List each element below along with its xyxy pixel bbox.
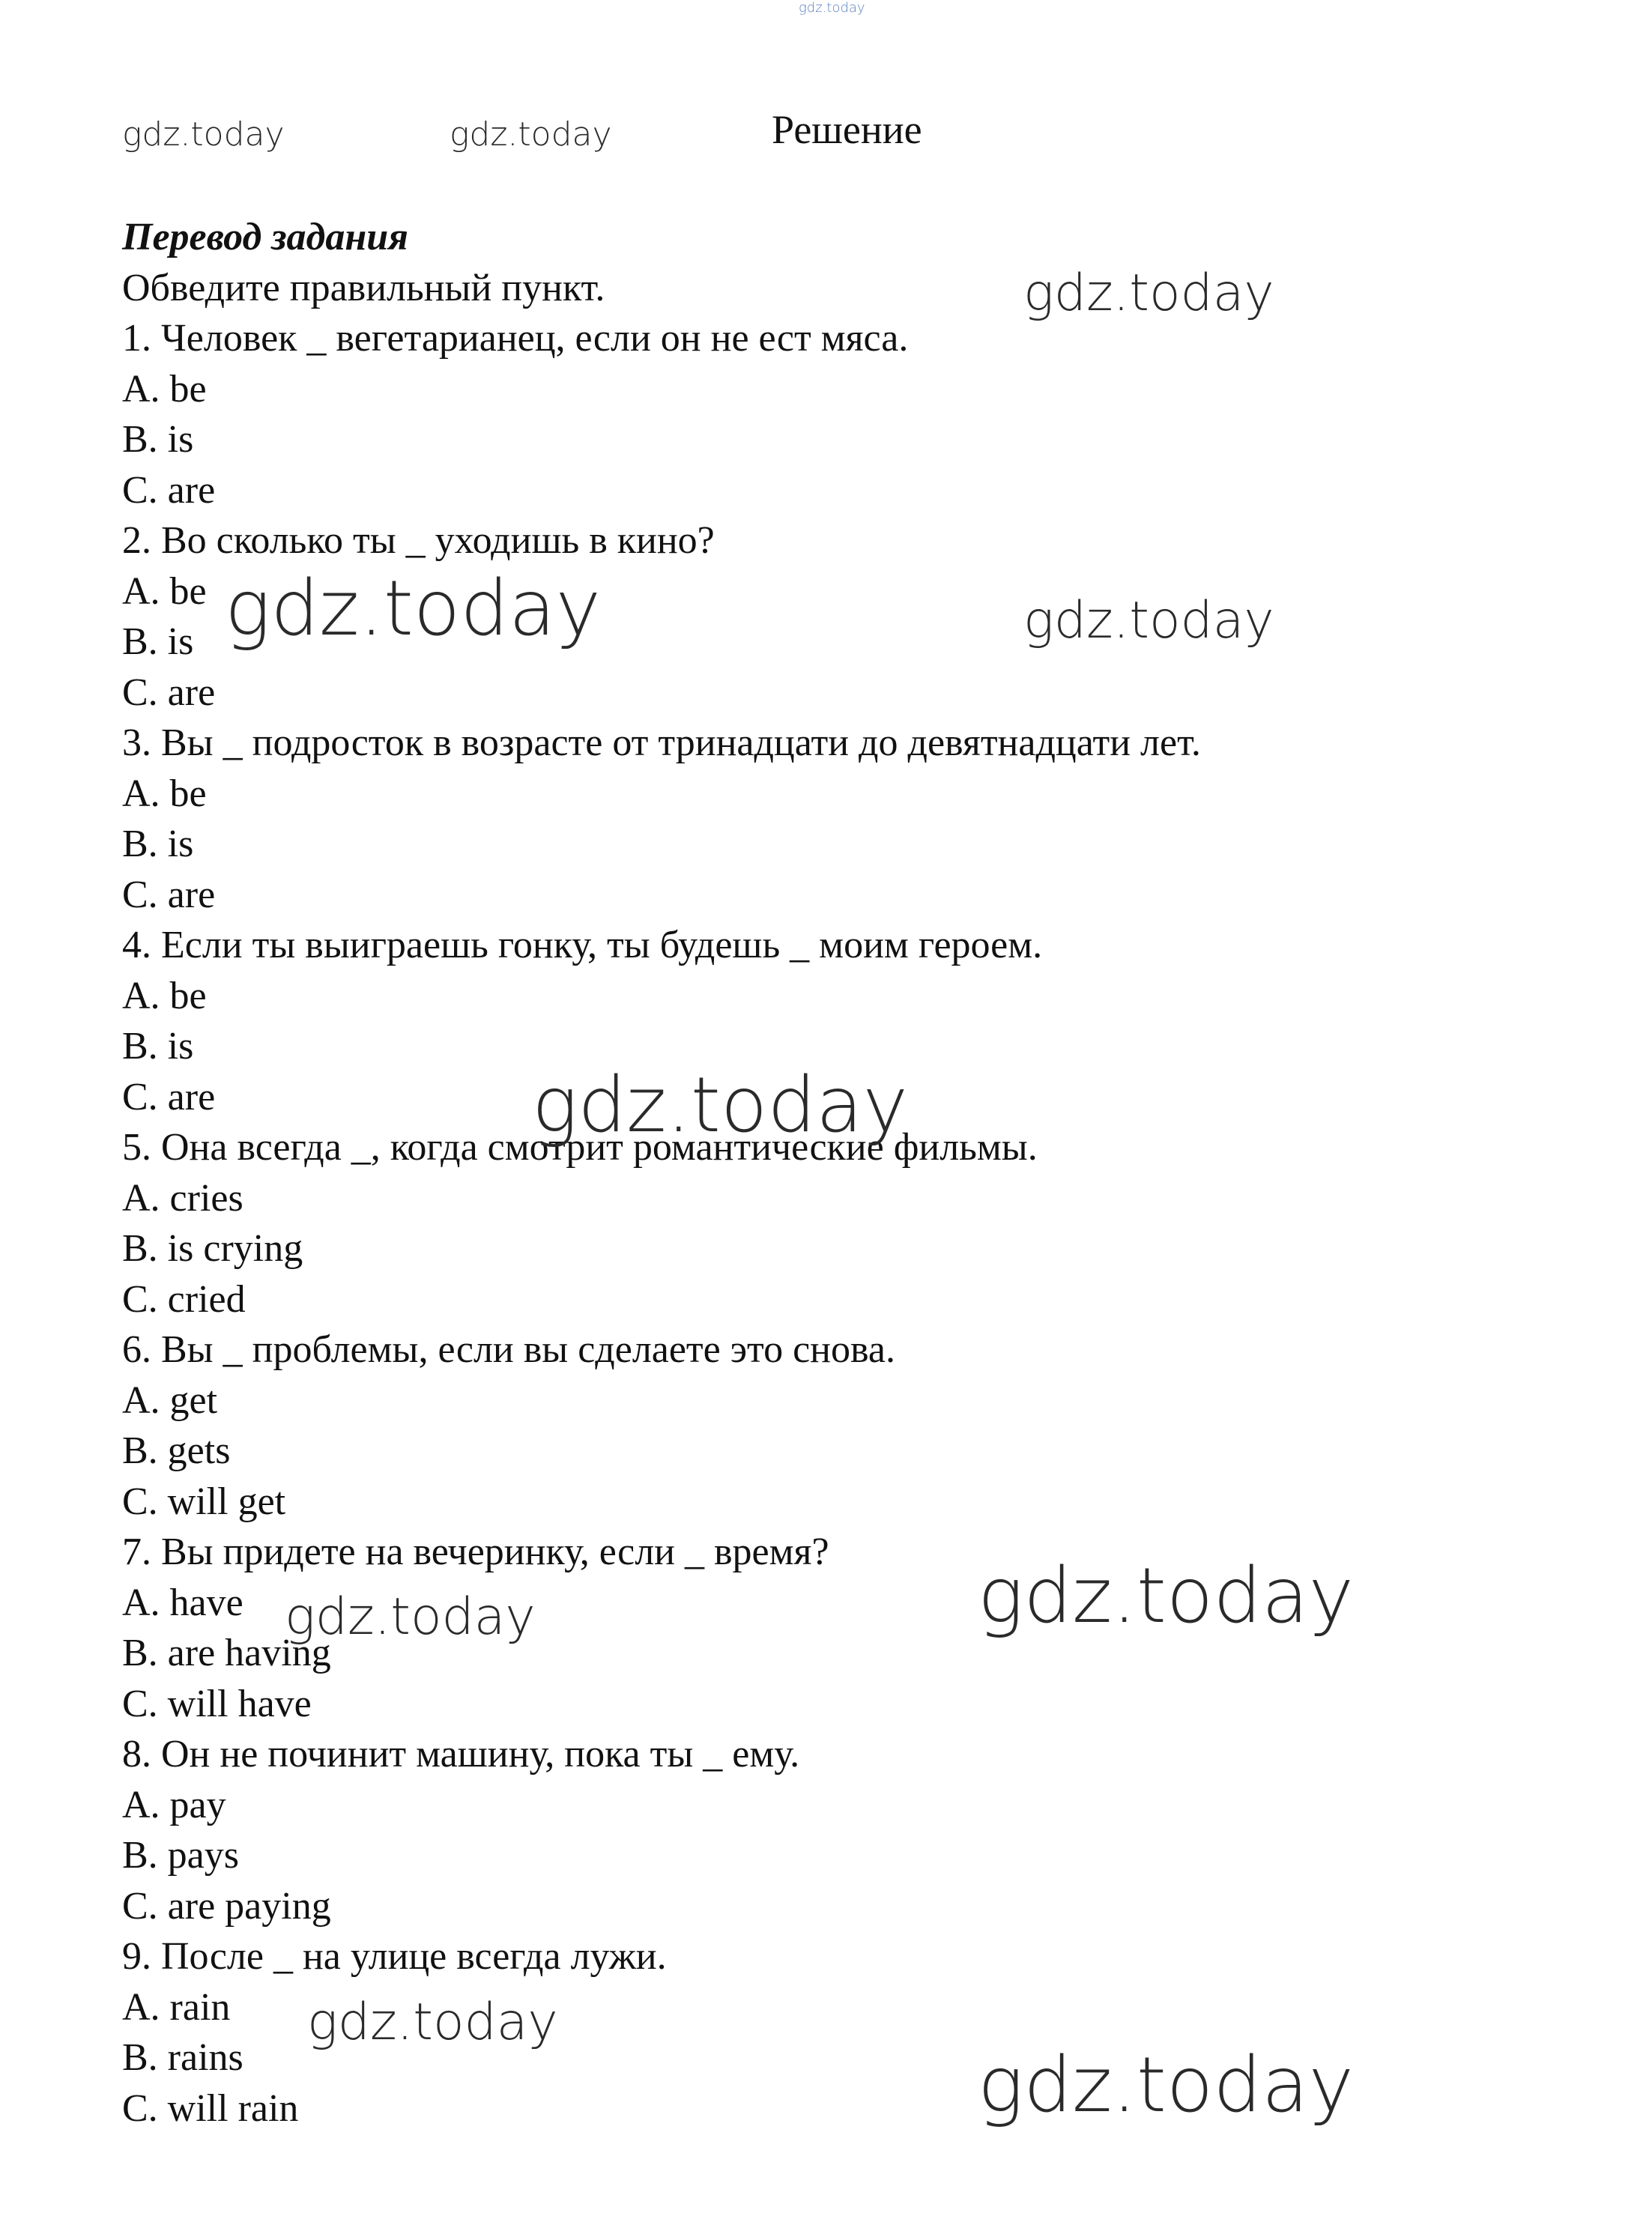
watermark: gdz.today [1023, 591, 1274, 650]
instruction: Обведите правильный пункт. [122, 266, 605, 309]
option-b: B. is [122, 823, 194, 865]
option-c: C. are paying [122, 1884, 331, 1928]
option-b: B. pays [122, 1834, 239, 1877]
watermark-top: gdz.today [799, 0, 865, 16]
option-a: A. be [122, 974, 207, 1017]
option-b: B. is [122, 1025, 194, 1068]
question-text: 9. После _ на улице всегда лужи. [122, 1935, 667, 1978]
watermark-header-middle: gdz.today [450, 115, 612, 154]
option-a: A. be [122, 367, 207, 411]
option-a: A. have [122, 1581, 243, 1624]
watermark: gdz.today [978, 2041, 1354, 2130]
option-b: B. are having [122, 1632, 331, 1674]
question-text: 7. Вы придете на вечеринку, если _ время? [122, 1531, 829, 1573]
watermark: gdz.today [307, 1993, 558, 2052]
task-content [122, 212, 1201, 2134]
question-text: 1. Человек _ вегетарианец, если он не ест мяса. [122, 317, 909, 360]
question-text: 6. Вы _ проблемы, если вы сделаете это снова. [122, 1328, 895, 1371]
option-a: A. be [122, 569, 207, 613]
question-3 [122, 718, 1201, 920]
option-b: B. is [122, 620, 194, 663]
option-c: C. will get [122, 1480, 286, 1523]
option-c: C. are [122, 670, 216, 714]
watermark: gdz.today [978, 1552, 1354, 1641]
watermark: gdz.today [225, 564, 601, 653]
question-text: 3. Вы _ подросток в возрасте от тринадцати до девятнадцати лет. [122, 721, 1201, 764]
question-6 [122, 1325, 1201, 1527]
option-a: A. be [122, 772, 207, 815]
question-text: 5. Она всегда _, когда смотрит романтические фильмы. [122, 1126, 1038, 1169]
option-c: C. will rain [122, 2086, 299, 2130]
option-a: A. rain [122, 1985, 231, 2029]
option-c: C. are [122, 873, 216, 916]
question-8 [122, 1729, 1201, 1931]
page-heading: Решение [772, 107, 922, 152]
option-b: B. is crying [122, 1227, 303, 1270]
option-b: B. rains [122, 2036, 243, 2079]
question-text: 2. Во сколько ты _ уходишь в кино? [122, 519, 715, 562]
option-c: C. are [122, 468, 216, 512]
watermark: gdz.today [1023, 264, 1274, 323]
watermark-header-left: gdz.today [122, 115, 285, 154]
option-c: C. will have [122, 1682, 312, 1725]
question-text: 8. Он не починит машину, пока ты _ ему. [122, 1733, 800, 1776]
question-5 [122, 1122, 1201, 1325]
option-c: C. cried [122, 1277, 246, 1321]
option-b: B. gets [122, 1429, 231, 1472]
watermark: gdz.today [532, 1061, 908, 1150]
option-a: A. get [122, 1378, 218, 1422]
option-b: B. is [122, 418, 194, 461]
option-c: C. are [122, 1075, 216, 1118]
section-title: Перевод задания [122, 216, 408, 258]
option-a: A. pay [122, 1783, 226, 1826]
option-a: A. cries [122, 1176, 243, 1220]
question-1 [122, 313, 1201, 515]
question-text: 4. Если ты выиграешь гонку, ты будешь _ моим героем. [122, 924, 1043, 966]
watermark: gdz.today [285, 1587, 536, 1647]
